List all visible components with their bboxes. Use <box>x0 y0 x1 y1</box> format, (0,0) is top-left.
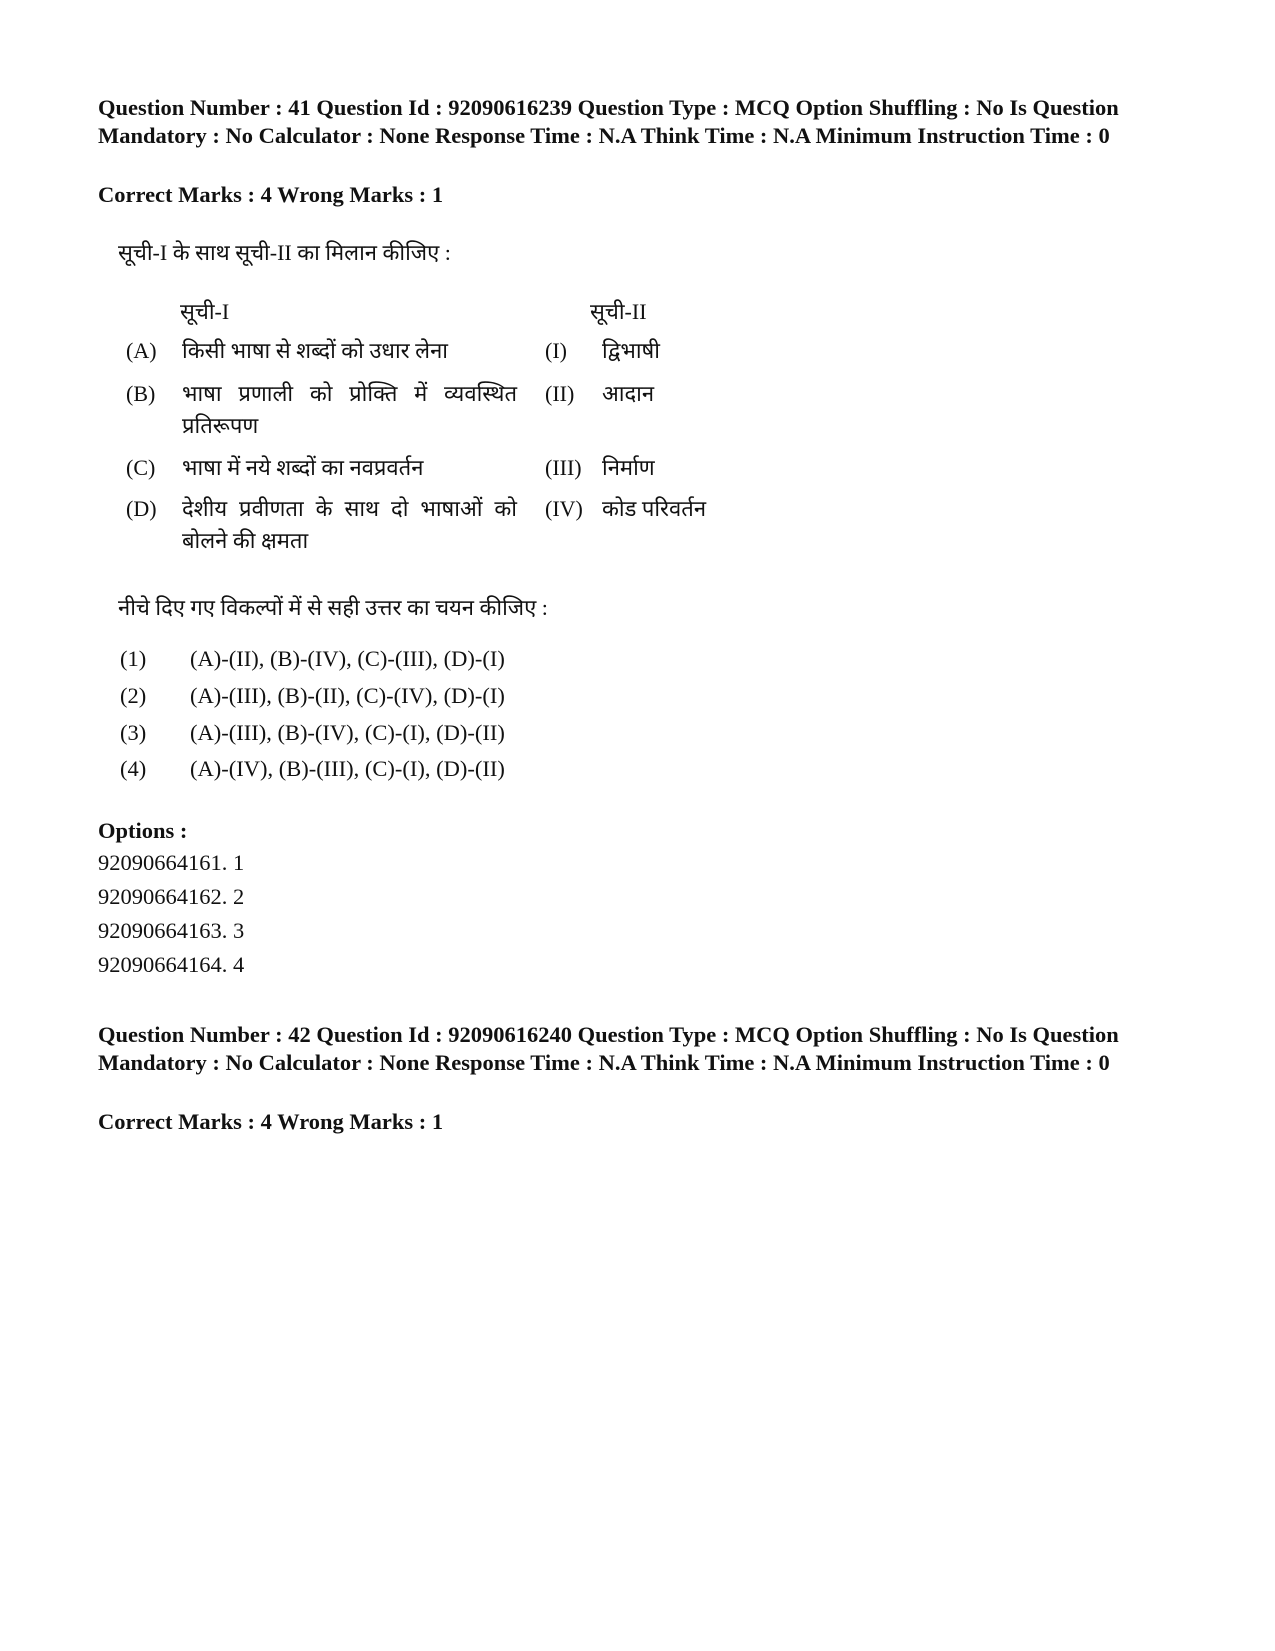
row-right-label: (III) <box>545 455 582 480</box>
list-2-heading: सूची-II <box>590 299 647 324</box>
choice-text: (A)-(II), (B)-(IV), (C)-(III), (D)-(I) <box>190 646 505 671</box>
options-label: Options : <box>98 818 188 843</box>
match-instruction: सूची-I के साथ सूची-II का मिलान कीजिए : <box>118 240 451 265</box>
row-right-text: आदान <box>602 381 655 406</box>
row-label: (A) <box>126 338 157 363</box>
choice-number: (2) <box>120 683 147 708</box>
question-42-marks: Correct Marks : 4 Wrong Marks : 1 <box>98 1109 444 1134</box>
row-right-label: (II) <box>545 381 575 406</box>
choice-text: (A)-(III), (B)-(IV), (C)-(I), (D)-(II) <box>190 720 505 745</box>
option-3: 92090664163. 3 <box>98 918 245 943</box>
choice-number: (1) <box>120 646 147 671</box>
select-prompt: नीचे दिए गए विकल्पों में से सही उत्तर का चयन कीजिए : <box>118 595 548 620</box>
choice-text: (A)-(IV), (B)-(III), (C)-(I), (D)-(II) <box>190 756 505 781</box>
row-text: किसी भाषा से शब्दों को उधार लेना <box>182 338 448 363</box>
choice-number: (4) <box>120 756 147 781</box>
row-right-label: (I) <box>545 338 567 363</box>
row-right-text: द्विभाषी <box>602 338 660 363</box>
row-right-label: (IV) <box>545 496 583 521</box>
row-label: (B) <box>126 381 156 406</box>
list-1-heading: सूची-I <box>180 299 230 324</box>
question-41-header: Question Number : 41 Question Id : 92090616239 Question Type : MCQ Option Shuffling : No Is Question Mandatory : No Calculator : None Response Time : N.A Think Time : N.A Minimum Instruction Time : 0 <box>98 95 1119 148</box>
row-label: (C) <box>126 455 156 480</box>
row-text: देशीय प्रवीणता के साथ दो भाषाओं को बोलने की क्षमता <box>182 496 517 553</box>
question-41-marks: Correct Marks : 4 Wrong Marks : 1 <box>98 182 444 207</box>
row-right-text: कोड परिवर्तन <box>602 496 707 521</box>
choice-number: (3) <box>120 720 147 745</box>
row-label: (D) <box>126 496 157 521</box>
question-42-header: Question Number : 42 Question Id : 92090616240 Question Type : MCQ Option Shuffling : No Is Question Mandatory : No Calculator : None Response Time : N.A Think Time : N.A Minimum Instruction Time : 0 <box>98 1022 1119 1075</box>
row-text: भाषा प्रणाली को प्रोक्ति में व्यवस्थित प्रतिरूपण <box>182 381 517 438</box>
option-1: 92090664161. 1 <box>98 850 245 875</box>
row-text: भाषा में नये शब्दों का नवप्रवर्तन <box>182 455 424 480</box>
option-2: 92090664162. 2 <box>98 884 245 909</box>
choice-text: (A)-(III), (B)-(II), (C)-(IV), (D)-(I) <box>190 683 505 708</box>
row-right-text: निर्माण <box>602 455 655 480</box>
option-4: 92090664164. 4 <box>98 952 245 977</box>
